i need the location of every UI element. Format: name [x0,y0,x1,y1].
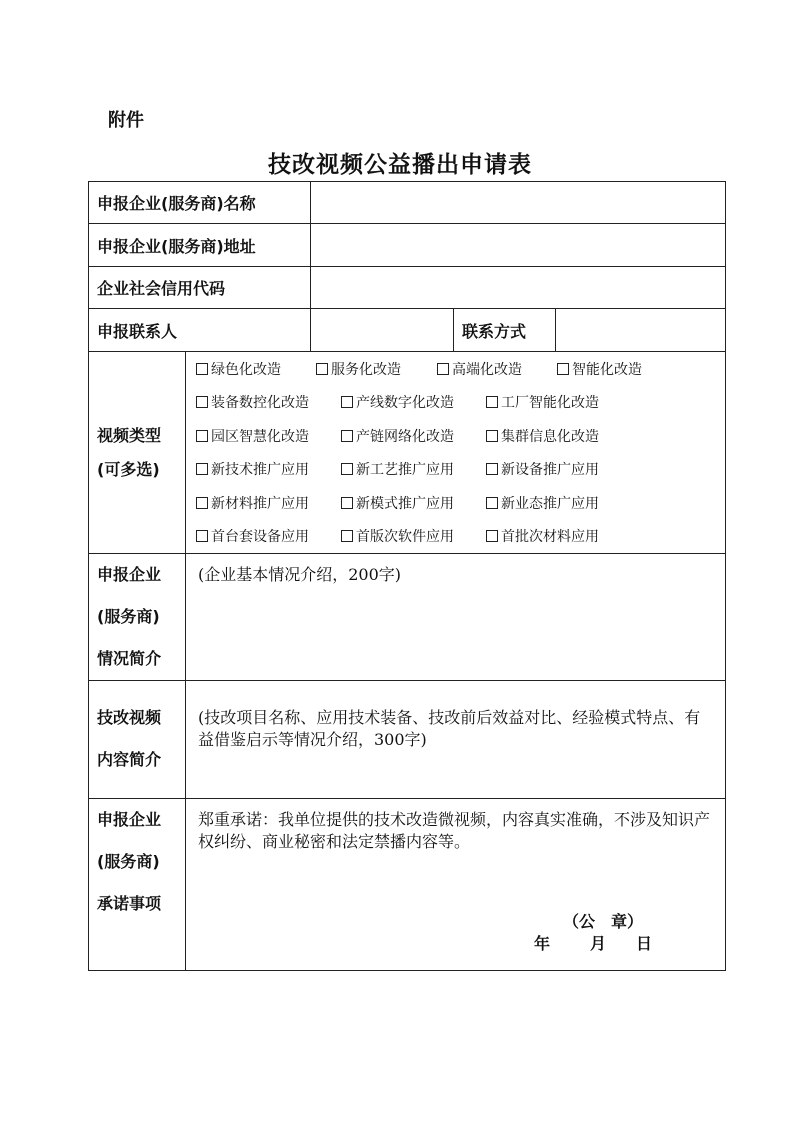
row-contact [89,309,726,352]
checkbox-label: 智能化改造 [572,361,642,378]
checkbox-label: 新业态推广应用 [501,495,599,512]
checkbox-label: 产线数字化改造 [356,395,454,412]
checkbox-label: 装备数控化改造 [211,395,309,412]
enterprise-address-label: 申报企业(服务商)地址 [89,224,311,267]
checkbox-item[interactable] [196,493,341,513]
video-type-label-line2: (可多选) [97,459,160,479]
checkbox-label: 新模式推广应用 [356,495,454,512]
checkbox-icon[interactable] [486,430,498,442]
checkbox-icon[interactable] [341,396,353,408]
date-line [534,933,652,955]
checkbox-item[interactable] [486,392,599,412]
row-enterprise-intro [89,554,726,681]
checkbox-item[interactable] [196,359,316,379]
contact-method-field[interactable] [556,309,726,352]
checkbox-item[interactable] [196,426,341,446]
contact-person-label: 申报联系人 [89,309,311,352]
checkbox-item[interactable] [341,392,486,412]
label-line: 内容简介 [97,750,162,769]
row-enterprise-address [89,224,726,267]
date-day: 日 [636,934,653,953]
checkbox-item[interactable] [341,459,486,479]
video-type-row-2 [196,386,725,420]
checkbox-label: 首批次材料应用 [501,529,599,546]
row-credit-code [89,267,726,309]
checkbox-item[interactable] [196,392,341,412]
checkbox-icon[interactable] [341,463,353,475]
video-type-label-line1: 视频类型 [97,425,162,445]
credit-code-field[interactable] [311,267,726,309]
official-seal-label: （公 章） [563,912,644,931]
form-title: 技改视频公益播出申请表 [268,152,532,178]
checkbox-icon[interactable] [557,363,569,375]
label-line: 情况简介 [97,649,162,668]
checkbox-label: 产链网络化改造 [356,428,454,445]
checkbox-label: 集群信息化改造 [501,428,599,445]
row-video-content [89,681,726,799]
enterprise-intro-field[interactable]: (企业基本情况介绍，200字) [186,554,726,681]
checkbox-label: 新技术推广应用 [211,462,309,479]
label-line: 申报企业 [97,565,162,584]
attachment-label: 附件 [108,110,144,131]
credit-code-label: 企业社会信用代码 [89,267,311,309]
checkbox-icon[interactable] [341,430,353,442]
checkbox-icon[interactable] [486,463,498,475]
checkbox-icon[interactable] [196,463,208,475]
label-line: (服务商) [97,852,160,871]
video-type-row-3 [196,419,725,453]
enterprise-name-field[interactable] [311,182,726,224]
application-form [88,181,726,971]
label-line: 申报企业 [97,810,162,829]
pledge-field [186,799,726,971]
checkbox-label: 高端化改造 [452,361,522,378]
video-type-label [89,352,186,554]
checkbox-item[interactable] [486,526,599,546]
checkbox-icon[interactable] [341,497,353,509]
video-content-label [89,681,186,799]
video-type-row-1 [196,352,725,386]
checkbox-label: 绿色化改造 [211,361,281,378]
row-video-type [89,352,726,554]
checkbox-item[interactable] [486,493,599,513]
checkbox-icon[interactable] [341,530,353,542]
checkbox-label: 园区智慧化改造 [211,428,309,445]
video-content-field[interactable]: (技改项目名称、应用技术装备、技改前后效益对比、经验模式特点、有益借鉴启示等情况介绍，300字) [186,681,726,799]
label-line: 承诺事项 [97,894,162,913]
checkbox-label: 工厂智能化改造 [501,395,599,412]
checkbox-item[interactable] [557,359,642,379]
checkbox-icon[interactable] [486,396,498,408]
checkbox-item[interactable] [486,426,599,446]
checkbox-item[interactable] [437,359,557,379]
checkbox-icon[interactable] [316,363,328,375]
date-year: 年 [534,934,551,953]
checkbox-icon[interactable] [196,530,208,542]
contact-method-label: 联系方式 [454,309,556,352]
checkbox-item[interactable] [341,426,486,446]
label-line: (服务商) [97,607,160,626]
enterprise-intro-label [89,554,186,681]
video-type-row-5 [196,486,725,520]
checkbox-item[interactable] [341,526,486,546]
checkbox-label: 首台套设备应用 [211,529,309,546]
checkbox-label: 新材料推广应用 [211,495,309,512]
contact-person-field[interactable] [311,309,454,352]
video-type-row-6 [196,520,725,554]
pledge-label [89,799,186,971]
checkbox-item[interactable] [196,526,341,546]
checkbox-icon[interactable] [196,497,208,509]
checkbox-item[interactable] [486,459,599,479]
checkbox-label: 首版次软件应用 [356,529,454,546]
label-line: 技改视频 [97,708,162,727]
enterprise-name-label: 申报企业(服务商)名称 [89,182,311,224]
row-pledge [89,799,726,971]
checkbox-icon[interactable] [196,396,208,408]
pledge-text: 郑重承诺：我单位提供的技术改造微视频，内容真实准确，不涉及知识产权纠纷、商业秘密和法定禁播内容等。 [198,810,711,851]
checkbox-item[interactable] [196,459,341,479]
checkbox-icon[interactable] [196,430,208,442]
checkbox-icon[interactable] [486,497,498,509]
date-month: 月 [590,934,607,953]
checkbox-label: 服务化改造 [331,361,401,378]
checkbox-icon[interactable] [196,363,208,375]
video-type-row-4 [196,453,725,487]
row-enterprise-name [89,182,726,224]
checkbox-icon[interactable] [437,363,449,375]
checkbox-label: 新工艺推广应用 [356,462,454,479]
checkbox-item[interactable] [341,493,486,513]
checkbox-icon[interactable] [486,530,498,542]
enterprise-address-field[interactable] [311,224,726,267]
checkbox-label: 新设备推广应用 [501,462,599,479]
video-type-options [186,352,726,554]
checkbox-item[interactable] [316,359,437,379]
